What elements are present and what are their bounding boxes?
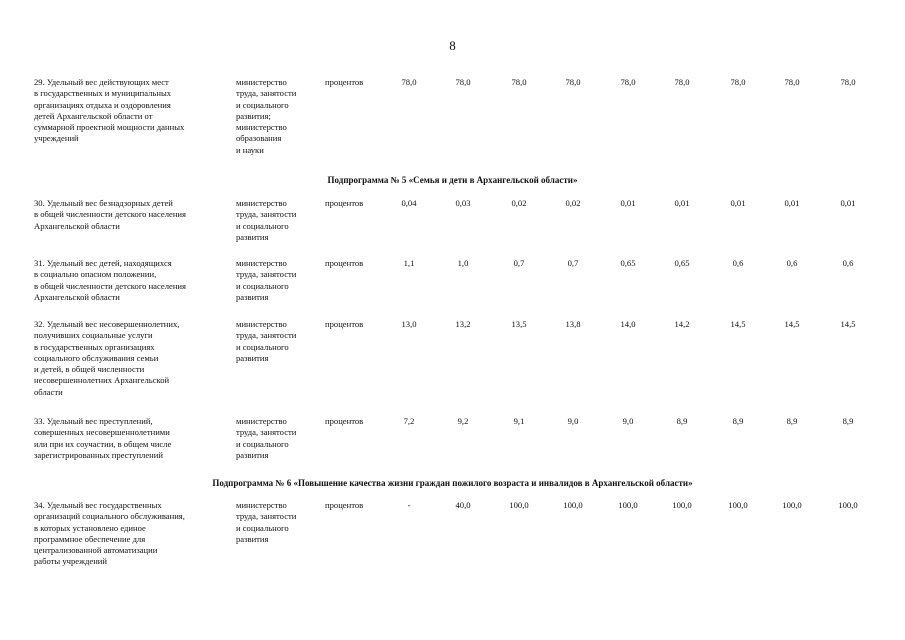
value-cell: 9,0 bbox=[622, 416, 634, 426]
unit: процентов bbox=[325, 319, 364, 329]
value-cell: 0,01 bbox=[840, 198, 856, 208]
unit: процентов bbox=[325, 258, 364, 268]
value-cell: 0,7 bbox=[567, 258, 579, 268]
value-cell: 9,1 bbox=[513, 416, 525, 426]
value-cell: 14,5 bbox=[784, 319, 800, 329]
value-cell: 0,65 bbox=[674, 258, 690, 268]
value-cell: 13,5 bbox=[511, 319, 527, 329]
value-cell: 13,0 bbox=[401, 319, 417, 329]
value-cell: 14,0 bbox=[620, 319, 636, 329]
value-cell: 100,0 bbox=[838, 500, 858, 510]
value-cell: 78,0 bbox=[784, 77, 800, 87]
unit: процентов bbox=[325, 198, 364, 208]
unit: процентов bbox=[325, 77, 364, 87]
value-cell: 78,0 bbox=[565, 77, 581, 87]
value-cell: 14,5 bbox=[840, 319, 856, 329]
value-cell: 0,6 bbox=[842, 258, 854, 268]
value-cell: - bbox=[407, 500, 411, 510]
executor: министерство труда, занятости и социального развития bbox=[236, 500, 297, 544]
value-cell: 0,02 bbox=[511, 198, 527, 208]
value-cell: 0,6 bbox=[732, 258, 744, 268]
value-cell: 100,0 bbox=[563, 500, 583, 510]
indicator-name: 30. Удельный вес безнадзорных детей в общей численности детского населения Архангельской области bbox=[34, 198, 186, 231]
value-cell: 8,9 bbox=[786, 416, 798, 426]
executor: министерство труда, занятости и социального развития bbox=[236, 319, 297, 363]
value-cell: 7,2 bbox=[403, 416, 415, 426]
unit: процентов bbox=[325, 500, 364, 510]
executor: министерство труда, занятости и социального развития bbox=[236, 258, 297, 302]
indicator-name: 32. Удельный вес несовершеннолетних, получивших социальные услуги в государственных организациях социального обслуживания семьи и детей, в общей численности несовершеннолетних Архангельской области bbox=[34, 319, 180, 397]
value-cell: 0,6 bbox=[786, 258, 798, 268]
value-cell: 78,0 bbox=[455, 77, 471, 87]
indicator-name: 34. Удельный вес государственных организаций социального обслуживания, в которых установлено единое программное обеспечение для централизованной автоматизации работы учреждений bbox=[34, 500, 185, 567]
value-cell: 78,0 bbox=[401, 77, 417, 87]
value-cell: 8,9 bbox=[732, 416, 744, 426]
value-cell: 100,0 bbox=[509, 500, 529, 510]
value-cell: 78,0 bbox=[840, 77, 856, 87]
value-cell: 14,2 bbox=[674, 319, 690, 329]
value-cell: 8,9 bbox=[676, 416, 688, 426]
value-cell: 0,03 bbox=[455, 198, 471, 208]
value-cell: 0,01 bbox=[730, 198, 746, 208]
indicator-name: 29. Удельный вес действующих мест в государственных и муниципальных организациях отдыха и оздоровления детей Архангельской области от суммарной проектной мощности данных учреждений bbox=[34, 77, 185, 144]
executor: министерство труда, занятости и социального развития bbox=[236, 198, 297, 242]
value-cell: 0,65 bbox=[620, 258, 636, 268]
section-heading: Подпрограмма № 5 «Семья и дети в Архангельской области» bbox=[327, 175, 578, 185]
page-number: 8 bbox=[449, 38, 456, 53]
value-cell: 100,0 bbox=[618, 500, 638, 510]
executor: министерство труда, занятости и социального развития bbox=[236, 416, 297, 460]
value-cell: 9,2 bbox=[457, 416, 469, 426]
value-cell: 1,0 bbox=[457, 258, 469, 268]
value-cell: 1,1 bbox=[403, 258, 415, 268]
value-cell: 0,02 bbox=[565, 198, 581, 208]
value-cell: 13,2 bbox=[455, 319, 471, 329]
value-cell: 78,0 bbox=[620, 77, 636, 87]
value-cell: 0,7 bbox=[513, 258, 525, 268]
indicator-name: 31. Удельный вес детей, находящихся в социально опасном положении, в общей численности детского населения Архангельской области bbox=[34, 258, 186, 302]
value-cell: 78,0 bbox=[511, 77, 527, 87]
executor: министерство труда, занятости и социального развития; министерство образования и науки bbox=[236, 77, 297, 155]
value-cell: 0,01 bbox=[620, 198, 636, 208]
value-cell: 0,01 bbox=[784, 198, 800, 208]
value-cell: 78,0 bbox=[674, 77, 690, 87]
value-cell: 13,8 bbox=[565, 319, 581, 329]
value-cell: 0,04 bbox=[401, 198, 417, 208]
value-cell: 100,0 bbox=[728, 500, 748, 510]
value-cell: 9,0 bbox=[567, 416, 579, 426]
value-cell: 100,0 bbox=[672, 500, 692, 510]
value-cell: 14,5 bbox=[730, 319, 746, 329]
value-cell: 0,01 bbox=[674, 198, 690, 208]
indicator-name: 33. Удельный вес преступлений, совершенных несовершеннолетними или при их соучастии, в общем числе зарегистрированных преступлений bbox=[34, 416, 172, 460]
unit: процентов bbox=[325, 416, 364, 426]
value-cell: 100,0 bbox=[782, 500, 802, 510]
value-cell: 8,9 bbox=[842, 416, 854, 426]
section-heading: Подпрограмма № 6 «Повышение качества жизни граждан пожилого возраста и инвалидов в Архангельской области» bbox=[212, 478, 693, 488]
value-cell: 40,0 bbox=[455, 500, 471, 510]
value-cell: 78,0 bbox=[730, 77, 746, 87]
